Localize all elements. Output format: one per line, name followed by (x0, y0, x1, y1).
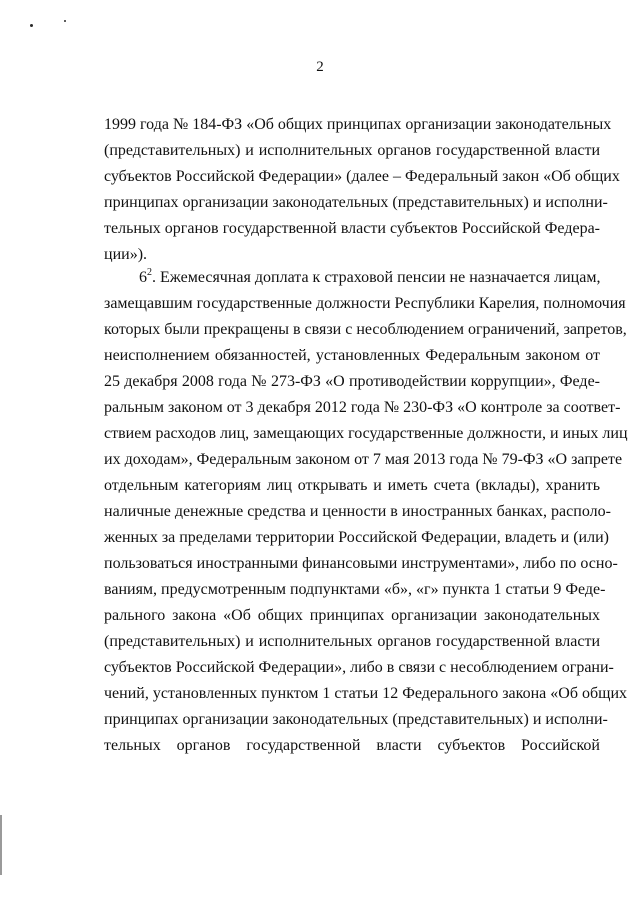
paragraph-line: ральным законом от 3 декабря 2012 года № 230-ФЗ «О контроле за соответ- (104, 399, 621, 416)
paragraph-line: ствием расходов лиц, замещающих государственные должности, и иных лиц (104, 425, 628, 442)
paragraph-line: принципах организации законодательных (представительных) и исполни- (104, 711, 608, 728)
scan-speck (64, 20, 66, 22)
paragraph-line: замещавшим государственные должности Республики Карелия, полномочия (104, 295, 626, 312)
paragraph-line: наличные денежные средства и ценности в иностранных банках, располо- (104, 503, 611, 520)
paragraph-line: 25 декабря 2008 года № 273-ФЗ «О противодействии коррупции», Феде- (104, 373, 600, 390)
paragraph-line: пользоваться иностранными финансовыми инструментами», либо по осно- (104, 555, 618, 572)
paragraph-line: женных за пределами территории Российской Федерации, владеть и (или) (104, 529, 609, 546)
paragraph-line: которых были прекращены в связи с несоблюдением ограничений, запретов, (104, 321, 627, 338)
scan-edge-mark (0, 815, 2, 875)
paragraph-line: ции»). (104, 246, 148, 263)
clause-number-superscript: 2 (147, 266, 152, 278)
paragraph-1 (104, 112, 620, 268)
paragraph-line: субъектов Российской Федерации» (далее – Федеральный закон «Об общих (104, 168, 620, 185)
paragraph-line: (представительных) и исполнительных органов государственной власти (104, 633, 600, 650)
paragraph-line: отдельным категориям лиц открывать и иметь счета (вклады), хранить (104, 477, 600, 494)
paragraph-line: неисполнением обязанностей, установленных Федеральным законом от (104, 347, 600, 364)
paragraph-line: ваниям, предусмотренным подпунктами «б», «г» пункта 1 статьи 9 Феде- (104, 581, 606, 598)
paragraph-line: рального закона «Об общих принципах организации законодательных (104, 607, 600, 624)
page-number: 2 (316, 59, 324, 75)
paragraph-line: принципах организации законодательных (представительных) и исполни- (104, 194, 608, 211)
paragraph-line: тельных органов государственной власти субъектов Российской Федера- (104, 220, 600, 237)
paragraph-line: 1999 года № 184-ФЗ «Об общих принципах организации законодательных (104, 116, 612, 133)
scan-speck (30, 24, 33, 27)
paragraph-line: их доходам», Федеральным законом от 7 мая 2013 года № 79-ФЗ «О запрете (104, 451, 623, 468)
paragraph-line: тельных органов государственной власти субъектов Российской (104, 737, 600, 754)
paragraph-2 (104, 265, 628, 759)
clause-number: 6 (139, 269, 147, 286)
paragraph-first-line (104, 265, 600, 291)
paragraph-line: (представительных) и исполнительных органов государственной власти (104, 142, 600, 159)
paragraph-line-rest: . Ежемесячная доплата к страховой пенсии не назначается лицам, (152, 269, 601, 286)
paragraph-line: субъектов Российской Федерации», либо в связи с несоблюдением ограни- (104, 659, 614, 676)
paragraph-line: чений, установленных пунктом 1 статьи 12 Федерального закона «Об общих (104, 685, 627, 702)
